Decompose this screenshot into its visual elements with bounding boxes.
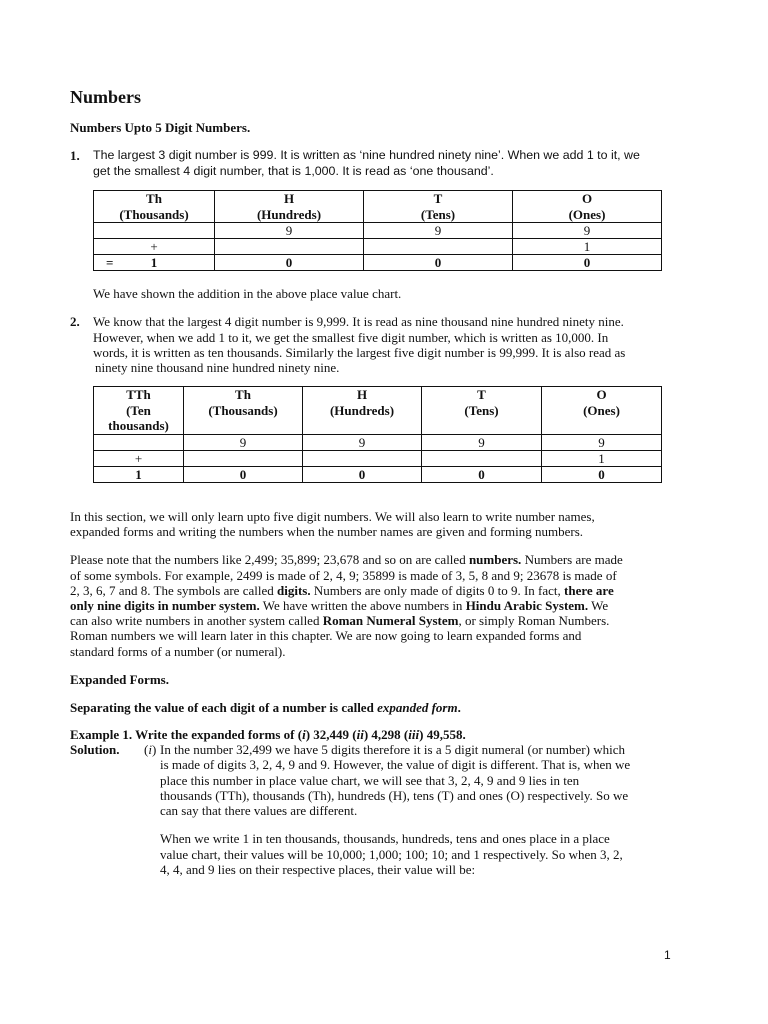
text-run-bold: Roman Numeral System (322, 613, 459, 628)
table-row (94, 255, 662, 271)
text-run: can also write numbers in another system called (70, 613, 323, 628)
table-cell (94, 434, 184, 450)
table-1-header-cell (364, 191, 513, 223)
item-2-line-2: However, when we add 1 to it, we get the smallest five digit number, which is written as 10,000. In (93, 330, 609, 345)
definition (70, 700, 461, 716)
table-cell (94, 255, 215, 271)
example-heading (70, 727, 466, 743)
solution-line: When we write 1 in ten thousands, thousands, hundreds, tens and ones place in a place (160, 831, 610, 846)
text-run: We (588, 598, 609, 613)
header-abbr: O (581, 191, 593, 206)
table-row (94, 223, 662, 239)
page-number: 1 (664, 948, 671, 962)
table-cell (215, 239, 364, 255)
para-line: of some symbols. For example, 2499 is made of 2, 4, 9; 35899 is made of 3, 5, 8 and 9; 23678 is made of (70, 568, 617, 583)
item-2-number: 2. (70, 314, 80, 329)
table-row (94, 239, 662, 255)
table-2-header-cell (303, 387, 422, 435)
text-run: , or simply Roman Numbers. (458, 613, 610, 628)
table-row (94, 466, 662, 482)
text-run: Numbers are made (521, 552, 623, 567)
para-line: Roman numbers we will learn later in this chapter. We are now going to learn expanded forms and (70, 628, 582, 643)
para-line (70, 583, 614, 599)
text-run: ) 32,449 ( (305, 727, 357, 742)
table-cell: + (94, 239, 215, 255)
table-cell: 0 (422, 466, 542, 482)
text-run: . (457, 700, 461, 715)
page-title: Numbers (70, 87, 141, 107)
table-cell: 0 (215, 255, 364, 271)
table-cell: 9 (303, 434, 422, 450)
table-cell (94, 223, 215, 239)
header-full: (Ones) (568, 206, 606, 222)
text-run: ) (151, 742, 157, 757)
table-1-header-cell (215, 191, 364, 223)
header-abbr: O (596, 387, 607, 402)
solution-marker (144, 742, 156, 758)
table-cell: 1 (542, 450, 662, 466)
text-run: ) 49,558. (419, 727, 466, 742)
table-1-caption: We have shown the addition in the above place value chart. (93, 286, 402, 301)
table-cell: + (94, 450, 184, 466)
section-subtitle: Numbers Upto 5 Digit Numbers. (70, 120, 251, 135)
table-cell: 0 (184, 466, 303, 482)
header-abbr: H (283, 191, 295, 206)
text-run-italic: ii (356, 727, 364, 742)
text-run-bold: only nine digits in number system. (70, 598, 260, 613)
solution-line: place this number in place value chart, we will see that 3, 2, 4, 9 and 9 lies in ten (160, 773, 580, 788)
table-cell: 1 (94, 466, 184, 482)
table-cell: 9 (513, 223, 662, 239)
header-abbr: T (477, 387, 486, 402)
table-cell: 0 (542, 466, 662, 482)
header-full: (Hundreds) (256, 206, 322, 222)
header-full-cont: thousands) (108, 418, 169, 433)
header-full: (Hundreds) (329, 402, 395, 418)
item-2-line-1: We know that the largest 4 digit number is 9,999. It is read as nine thousand nine hundred ninety nine. (93, 314, 624, 329)
table-2-header-cell (542, 387, 662, 435)
table-cell: 0 (513, 255, 662, 271)
text-run: Numbers are only made of digits 0 to 9. In fact, (310, 583, 565, 598)
table-cell (303, 450, 422, 466)
header-full: (Thousands) (208, 402, 278, 418)
table-cell: 9 (364, 223, 513, 239)
table-cell (422, 450, 542, 466)
table-2-header-cell (184, 387, 303, 435)
table-cell: 9 (422, 434, 542, 450)
text-run-italic: expanded form (377, 700, 458, 715)
solution-line: is made of digits 3, 2, 4, 9 and 9. However, the value of digit is different. That is, when we (160, 757, 631, 772)
text-run-bold: there are (564, 583, 614, 598)
solution-line: In the number 32,499 we have 5 digits therefore it is a 5 digit numeral (or number) which (160, 742, 625, 757)
solution-line: thousands (TTh), thousands (Th), hundreds (H), tens (T) and ones (O) respectively. So we (160, 788, 629, 803)
solution-line: can say that there values are different. (160, 803, 358, 818)
table-1-header-row (94, 191, 662, 223)
item-2-line-4: ninety nine thousand nine hundred ninety nine. (95, 360, 340, 375)
text-run: ( (144, 742, 149, 757)
cell-value: 1 (150, 255, 158, 270)
table-row (94, 434, 662, 450)
item-2-line-3: words, it is written as ten thousands. Similarly the largest five digit number is 99,999. It is also read as (93, 345, 626, 360)
text-run-italic: i (148, 742, 152, 757)
header-abbr: Th (146, 191, 162, 206)
expanded-forms-heading: Expanded Forms. (70, 672, 169, 687)
header-abbr: H (356, 387, 368, 402)
intro-line-2: expanded forms and writing the numbers when the number names are given and forming numbers. (70, 524, 583, 539)
text-run: Separating the value of each digit of a number is called (70, 700, 378, 715)
text-run-bold: digits. (277, 583, 311, 598)
table-cell (364, 239, 513, 255)
header-full: (Tens) (464, 402, 499, 418)
para-line: standard forms of a number (or numeral). (70, 644, 286, 659)
place-value-table-2 (93, 386, 662, 483)
table-1-header-cell (94, 191, 215, 223)
table-cell: 9 (542, 434, 662, 450)
text-run-italic: i (302, 727, 306, 742)
text-run-bold: Hindu Arabic System. (465, 598, 589, 613)
table-2-header-cell (94, 387, 184, 435)
header-full: (Ten (126, 402, 151, 418)
text-run: Please note that the numbers like 2,499; 35,899; 23,678 and so on are called (70, 552, 469, 567)
place-value-table-1 (93, 190, 662, 271)
header-abbr: Th (235, 387, 251, 402)
table-cell: 0 (364, 255, 513, 271)
header-abbr: TTh (126, 387, 151, 402)
header-full: (Thousands) (119, 206, 189, 222)
solution-label: Solution. (70, 742, 120, 757)
table-cell (184, 450, 303, 466)
para-line (70, 552, 623, 568)
header-abbr: T (433, 191, 443, 206)
table-row (94, 450, 662, 466)
text-run: We have written the above numbers in (259, 598, 466, 613)
item-1-line-2: get the smallest 4 digit number, that is 1,000. It is read as ‘one thousand’. (93, 164, 494, 178)
item-1-line-1: The largest 3 digit number is 999. It is written as ‘nine hundred ninety nine’. When we add 1 to it, we (93, 148, 640, 162)
item-1-number: 1. (70, 148, 80, 163)
text-run: ) 4,298 ( (363, 727, 409, 742)
table-2-header-row (94, 387, 662, 435)
para-line (70, 598, 608, 614)
table-2-header-cell (422, 387, 542, 435)
equals-sign: = (106, 255, 114, 270)
solution-line: value chart, their values will be 10,000; 1,000; 100; 10; and 1 respectively. So when 3, 2, (160, 847, 623, 862)
header-full: (Tens) (420, 206, 456, 222)
table-cell: 9 (215, 223, 364, 239)
text-run-italic: iii (408, 727, 420, 742)
text-run: 2, 3, 6, 7 and 8. The symbols are called (70, 583, 277, 598)
table-1-header-cell (513, 191, 662, 223)
text-run-bold: numbers. (468, 552, 522, 567)
text-run: Example 1. Write the expanded forms of ( (70, 727, 303, 742)
table-cell: 9 (184, 434, 303, 450)
solution-line: 4, 4, and 9 lies on their respective places, their value will be: (160, 862, 476, 877)
intro-line-1: In this section, we will only learn upto five digit numbers. We will also learn to write number names, (70, 509, 595, 524)
table-cell: 0 (303, 466, 422, 482)
table-cell: 1 (513, 239, 662, 255)
header-full: (Ones) (583, 402, 620, 418)
para-line (70, 613, 609, 629)
